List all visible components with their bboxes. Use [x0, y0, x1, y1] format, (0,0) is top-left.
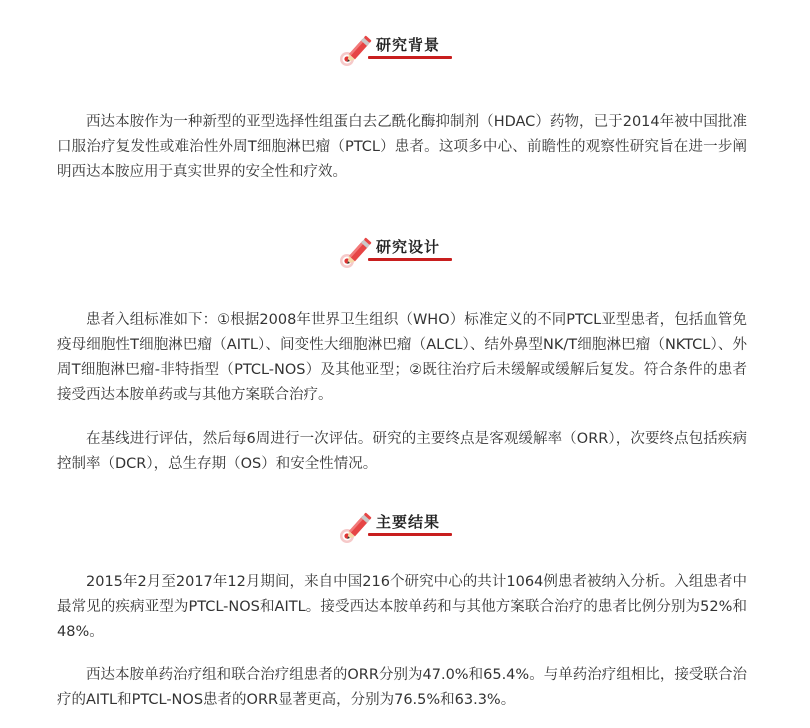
paragraph: 患者入组标准如下：①根据2008年世界卫生组织（WHO）标准定义的不同PTCL亚型患者，包括血管免疫母细胞性T细胞淋巴瘤（AITL）、间变性大细胞淋巴瘤（ALCL）、结外鼻型NK/T细胞淋巴瘤（NKTCL）、外周T细胞淋巴瘤-非特指型（PTCL-NOS）及其他亚型；②既往治疗后未缓解或缓解后复发。符合条件的患者接受西达本胺单药或与其他方案联合治疗。: [57, 312, 747, 403]
section-heading-background: [338, 30, 458, 70]
section-heading-design: [338, 232, 458, 272]
paragraph: 西达本胺单药治疗组和联合治疗组患者的ORR分别为47.0%和65.4%。与单药治疗组相比，接受联合治疗的AITL和PTCL-NOS患者的ORR显著更高，分别为76.5%和63.3%。: [57, 667, 747, 708]
section-title: 主要结果: [376, 513, 441, 531]
pencil-icon: [338, 30, 378, 70]
section-heading-results: [338, 507, 458, 547]
heading-underline: [368, 56, 452, 59]
pencil-icon: [338, 232, 378, 272]
pencil-icon: [338, 507, 378, 547]
heading-underline: [368, 258, 452, 261]
paragraph: 2015年2月至2017年12月期间，来自中国216个研究中心的共计1064例患者被纳入分析。入组患者中最常见的疾病亚型为PTCL-NOS和AITL。接受西达本胺单药和与其他方案联合治疗的患者比例分别为52%和48%。: [57, 574, 747, 640]
heading-underline: [368, 533, 452, 536]
paragraph: 西达本胺作为一种新型的亚型选择性组蛋白去乙酰化酶抑制剂（HDAC）药物，已于2014年被中国批准口服治疗复发性或难治性外周T细胞淋巴瘤（PTCL）患者。这项多中心、前瞻性的观察性研究旨在进一步阐明西达本胺应用于真实世界的安全性和疗效。: [57, 114, 747, 180]
section-title: 研究设计: [376, 238, 441, 256]
paragraph: 在基线进行评估，然后每6周进行一次评估。研究的主要终点是客观缓解率（ORR），次要终点包括疾病控制率（DCR），总生存期（OS）和安全性情况。: [57, 431, 747, 472]
section-title: 研究背景: [376, 36, 441, 54]
